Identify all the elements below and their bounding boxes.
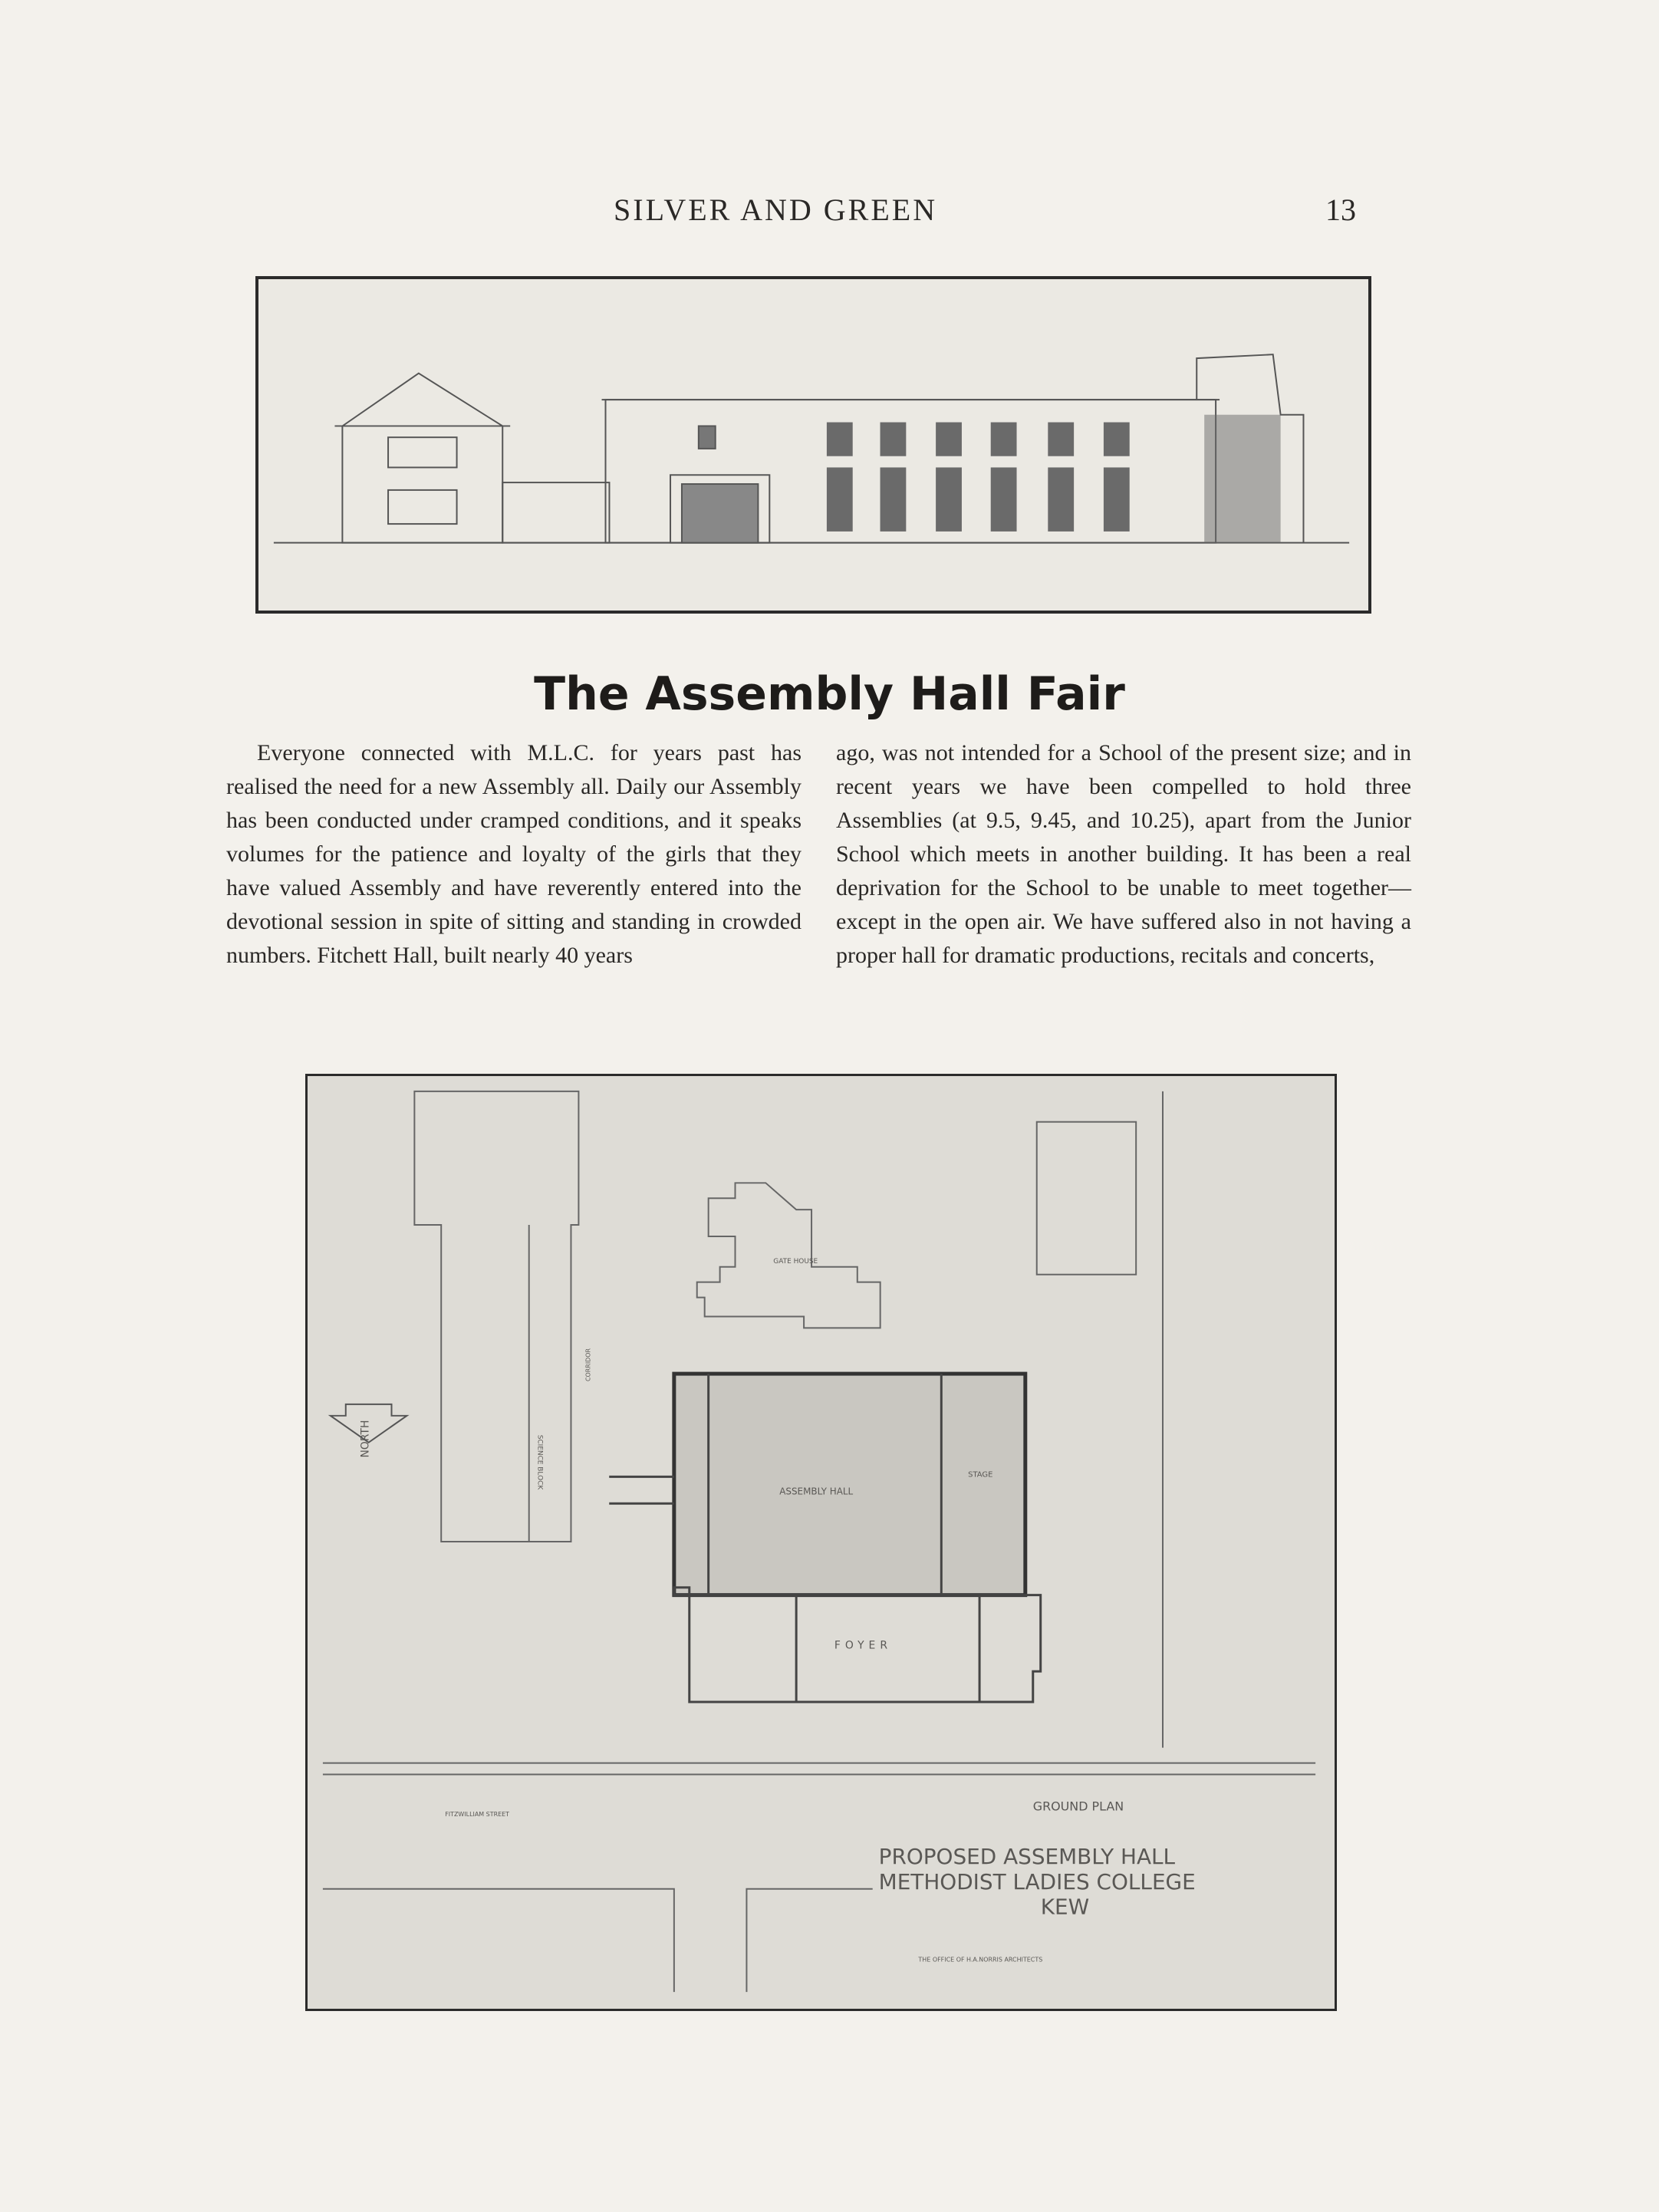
ground-plan-label: GROUND PLAN <box>1032 1799 1124 1814</box>
elevation-sketch <box>258 279 1368 611</box>
article-column-right <box>836 736 1411 973</box>
foyer-label: FOYER <box>834 1639 892 1652</box>
article-paragraph-1: Everyone connected with M.L.C. for years past has realised the need for a new Assembly all. Daily our Assembly has been conducted under cramped conditions, and it speaks volumes for the patience and loyalty of the girls that they have valued Assembly and have reverently entered into the devotional session in spite of sitting and standing in crowded numbers. Fitchett Hall, built nearly 40 years <box>226 740 802 968</box>
stage-label: STAGE <box>968 1470 993 1480</box>
plan-caption-line-2: METHODIST LADIES COLLEGE <box>878 1868 1196 1894</box>
science-block-label: SCIENCE BLOCK <box>535 1434 544 1490</box>
running-title: SILVER AND GREEN <box>614 193 938 227</box>
assembly-hall-label: ASSEMBLY HALL <box>779 1486 854 1497</box>
street-label: FITZWILLIAM STREET <box>445 1811 510 1819</box>
page-number: 13 <box>1325 193 1356 227</box>
elevation-drawing <box>255 276 1371 614</box>
article-title: The Assembly Hall Fair <box>534 667 1125 721</box>
article-paragraph-2: ago, was not intended for a School of the present size; and in recent years we have been compelled to hold three Assemblies (at 9.5, 9.45, and 10.25), apart from the Junior School which meets in another building. It has been a real deprivation for the School to be unable to meet together—except in the open air. We have suffered also in not having a proper hall for dramatic productions, recitals and concerts, <box>836 740 1411 968</box>
article-body <box>226 736 1411 973</box>
ground-plan-sketch <box>308 1076 1335 2009</box>
running-head <box>0 192 1659 230</box>
north-label: NORTH <box>359 1420 372 1458</box>
gate-house-label: GATE HOUSE <box>773 1257 818 1266</box>
ground-plan-drawing <box>305 1074 1337 2011</box>
article-column-left <box>226 736 802 973</box>
architect-label: THE OFFICE OF H.A.NORRIS ARCHITECTS <box>918 1956 1043 1963</box>
plan-caption-line-1: PROPOSED ASSEMBLY HALL <box>878 1843 1176 1869</box>
plan-caption-line-3: KEW <box>1040 1894 1090 1920</box>
corridor-label: CORRIDOR <box>584 1348 592 1382</box>
